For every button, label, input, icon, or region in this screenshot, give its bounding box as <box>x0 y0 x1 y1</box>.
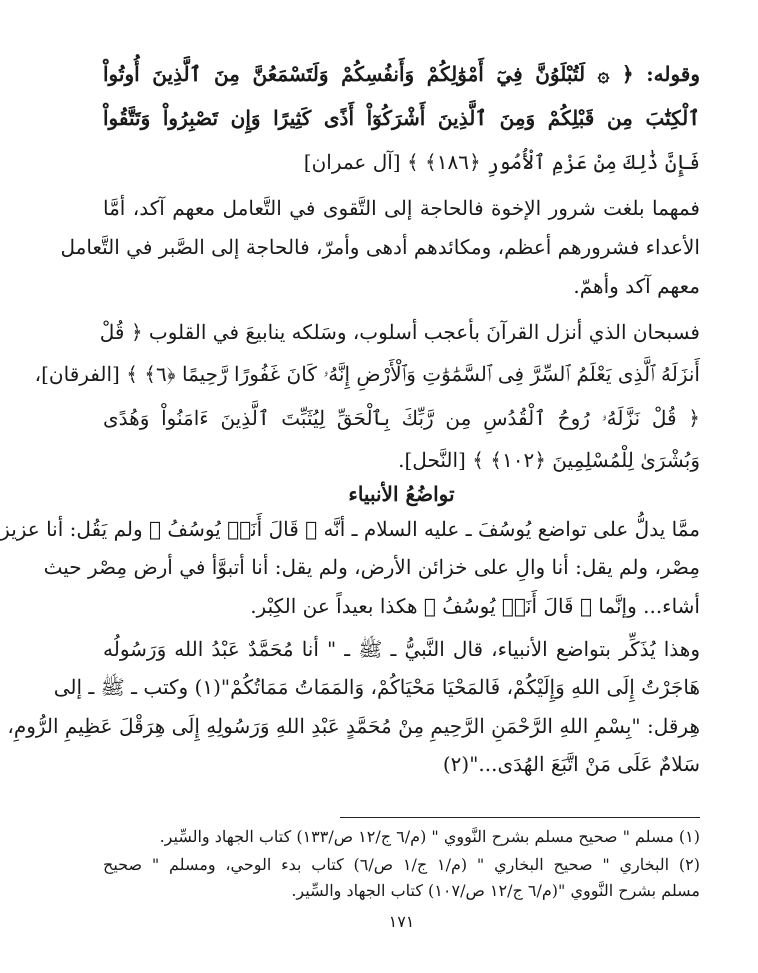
text-line: ﴿ قُلْ نَزَّلَهُۥ رُوحُ ٱلْقُدُسِ مِن رَّبِّكَ بِٱلْحَقِّ لِيُثَبِّتَ ٱلَّذِينَ ءَامَنُواْ وَهُدًى <box>103 406 700 430</box>
page-number: ١٧١ <box>388 912 415 931</box>
page-body <box>0 62 701 973</box>
text-line: هَاجَرْتُ إِلَى اللهِ وَإِلَيْكُمْ، فَالمَحْيَا مَحْيَاكُمْ، وَالمَمَاتُ مَمَاتُكُمْ"(١) وكتب ـ ﷺ ـ إلى <box>53 675 700 699</box>
text-line: ممَّا يدلُّ على تواضع يُوسُفَ ـ عليه السلام ـ أنَّه ﴿ قَالَ أَنَا۠ يُوسُفُ ﴾ ولم يَقُل: أنا عزيز <box>0 517 700 541</box>
footnote: مسلم بشرح النَّووي "(م/٦ ج/١٢ ص/١٠٧) كتاب الجهاد والسِّير. <box>291 881 700 900</box>
footnote: (٢) البخاري " صحيح البخاري " (م/١ ج/١ ص/٦) كتاب بدء الوحي، ومسلم " صحيح <box>103 855 701 874</box>
text-line: سَلامٌ عَلَى مَنْ اتَّبَعَ الهُدَى..."(٢) <box>442 752 700 776</box>
text-line: وَبُشْرَىٰ لِلْمُسْلِمِينَ ﴿١٠٢﴾ ﴾ [النَّحل]. <box>398 448 700 472</box>
text-line: فسبحان الذي أنزل القرآنَ بأعجب أسلوب، وسَلكه ينابيعَ في القلوب ﴿ قُلْ <box>99 320 700 344</box>
text-line: وقوله: ﴿ ۞ لَتُبْلَوُنَّ فِيٓ أَمْوَٰلِكُمْ وَأَنفُسِكُمْ وَلَتَسْمَعُنَّ مِنَ ٱلَّذِينَ أُوتُواْ <box>103 62 700 86</box>
section-heading: تواضُعُ الأنبياء <box>348 482 455 506</box>
text-line: ٱلْكِتَٰبَ مِن قَبْلِكُمْ وَمِنَ ٱلَّذِينَ أَشْرَكُوٓاْ أَذًى كَثِيرًا وَإِن تَصْبِرُواْ وَتَتَّقُواْ <box>103 106 700 130</box>
footnote: (١) مسلم " صحيح مسلم بشرح النَّووي " (م/٦ ج/١٢ ص/١٣٣) كتاب الجهاد والسِّير. <box>159 827 700 846</box>
text-line: أشاء... وإنَّما ﴿ قَالَ أَنَا۠ يُوسُفُ ﴾ هكذا بعيداً عن الكِبْر. <box>250 594 700 618</box>
text-line: فَإِنَّ ذَٰلِكَ مِنْ عَزْمِ ٱلْأُمُورِ ﴿١٨٦﴾ ﴾ [آل عمران] <box>303 150 700 174</box>
text-line: وهذا يُذَكِّر بتواضع الأنبياء، قال النَّبيُّ ـ ﷺ ـ " أنا مُحَمَّدٌ عَبْدُ الله وَرَسُولُه <box>103 637 700 661</box>
text-line: أَنزَلَهُ ٱلَّذِى يَعْلَمُ ٱلسِّرَّ فِى ٱلسَّمَٰوَٰتِ وَٱلْأَرْضِ إِنَّهُۥ كَانَ غَفُورًا رَّحِيمًا ﴿٦﴾ ﴾ [الفرقان]، <box>34 362 700 386</box>
text-line: الأعداء فشرورهم أعظم، ومكائدهم أدهى وأمرّ، فالحاجة إلى الصَّبر في التَّعامل <box>60 235 700 259</box>
text-line: هِرقل: "بِسْمِ اللهِ الرَّحْمَنِ الرَّحِيمِ مِنْ مُحَمَّدٍ عَبْدِ اللهِ وَرَسُولِهِ إِلَى هِرَقْلَ عَظِيمِ الرُّومِ، <box>7 714 700 738</box>
footnote-divider <box>340 817 700 818</box>
text-line: مِصْر، ولم يقل: أنا والِ على خزائن الأرض، ولم يقل: أنا أتبوَّأ في أرض مِصْر حيث <box>43 555 700 579</box>
text-line: معهم آكد وأهمّ. <box>573 274 700 298</box>
text-line: فمهما بلغت شرور الإخوة فالحاجة إلى التَّقوى في التَّعامل معهم آكد، أمَّا <box>103 196 700 220</box>
